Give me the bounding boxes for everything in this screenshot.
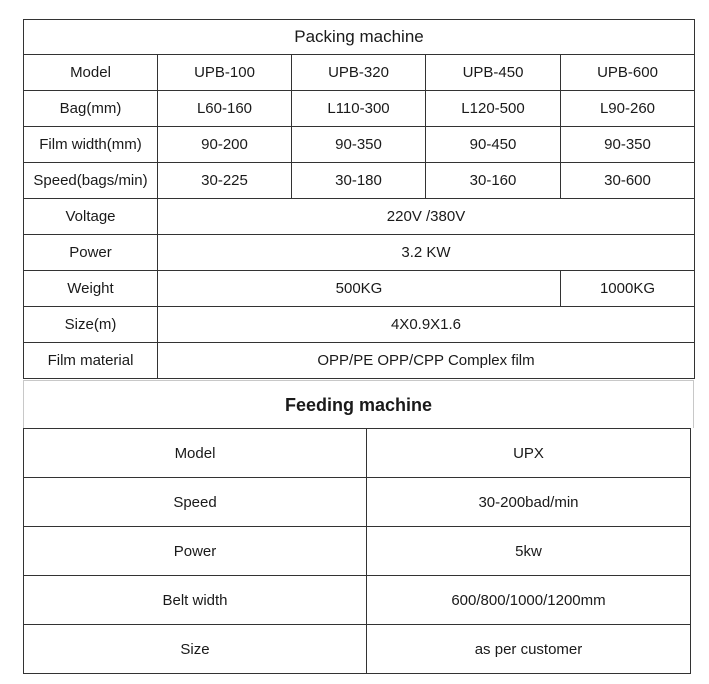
table-cell: UPX [367,429,691,478]
feeding-machine-table [23,428,691,674]
row-label: Bag(mm) [24,91,158,127]
table-cell: 5kw [367,527,691,576]
table-row-film-width [24,127,695,163]
table-cell: 30-600 [561,163,695,199]
row-label: Size(m) [24,307,158,343]
table-row-power [24,235,695,271]
row-label: Model [24,429,367,478]
table-cell: 30-225 [158,163,292,199]
table-row-speed [24,163,695,199]
table-cell: 30-200bad/min [367,478,691,527]
table-row-voltage [24,199,695,235]
row-label: Weight [24,271,158,307]
table-cell: 220V /380V [158,199,695,235]
table-row [24,527,691,576]
table-row [24,625,691,674]
table-cell: OPP/PE OPP/CPP Complex film [158,343,695,379]
row-label: Size [24,625,367,674]
table-row-weight [24,271,695,307]
table-cell: 30-160 [426,163,561,199]
row-label: Power [24,235,158,271]
table-cell: UPB-450 [426,55,561,91]
row-label: Power [24,527,367,576]
row-label: Belt width [24,576,367,625]
table-cell: 30-180 [292,163,426,199]
table-row-film-material [24,343,695,379]
table-cell: 500KG [158,271,561,307]
table-row-size [24,307,695,343]
table-cell: L110-300 [292,91,426,127]
row-label: Speed(bags/min) [24,163,158,199]
table-row-bag [24,91,695,127]
table-cell: L120-500 [426,91,561,127]
packing-machine-table [23,19,695,379]
row-label: Film material [24,343,158,379]
table-cell: 90-350 [292,127,426,163]
table-row [24,478,691,527]
packing-table-title: Packing machine [24,20,695,55]
table-cell: L90-260 [561,91,695,127]
row-label: Voltage [24,199,158,235]
table-cell: 90-350 [561,127,695,163]
table-cell: 90-200 [158,127,292,163]
table-cell: 90-450 [426,127,561,163]
table-row [24,429,691,478]
table-row-model [24,55,695,91]
table-cell: UPB-100 [158,55,292,91]
table-cell: as per customer [367,625,691,674]
row-label: Model [24,55,158,91]
feeding-table-title: Feeding machine [23,380,694,428]
table-cell: 600/800/1000/1200mm [367,576,691,625]
row-label: Speed [24,478,367,527]
row-label: Film width(mm) [24,127,158,163]
table-cell: 1000KG [561,271,695,307]
table-cell: UPB-320 [292,55,426,91]
table-cell: UPB-600 [561,55,695,91]
table-cell: L60-160 [158,91,292,127]
table-row [24,576,691,625]
table-cell: 4X0.9X1.6 [158,307,695,343]
table-cell: 3.2 KW [158,235,695,271]
